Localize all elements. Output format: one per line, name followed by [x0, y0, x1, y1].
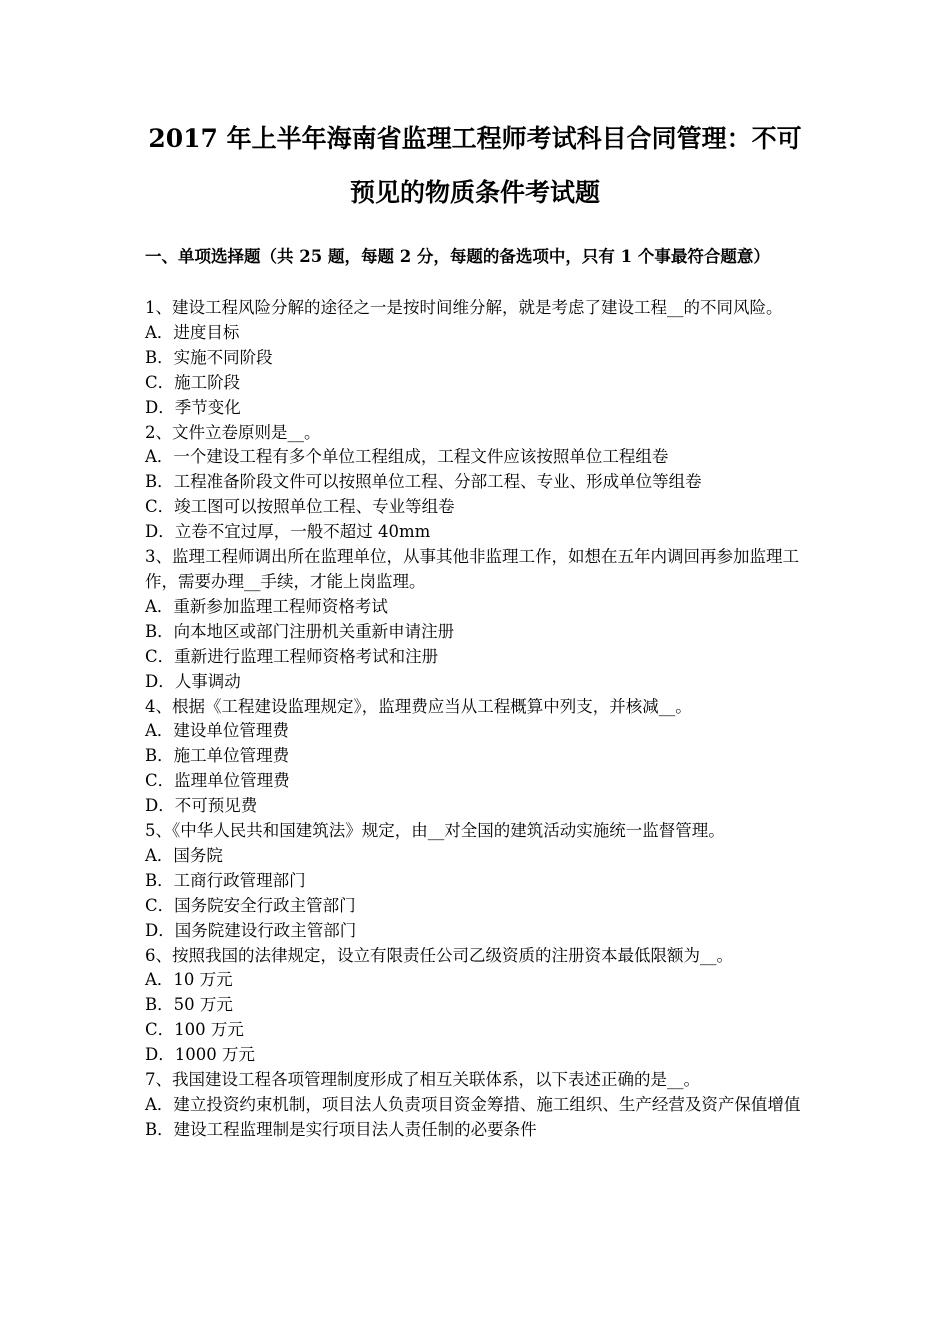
question-item [145, 296, 809, 421]
answer-option: C．100 万元 [145, 1020, 244, 1040]
question-stem: 7、我国建设工程各项管理制度形成了相互关联体系，以下表述正确的是__。 [145, 1070, 700, 1090]
question-item [145, 545, 809, 694]
question-stem: 6、按照我国的法律规定，设立有限责任公司乙级资质的注册资本最低限额为__。 [145, 945, 733, 965]
document-title [140, 112, 810, 220]
question-item [145, 819, 809, 944]
answer-option: B．工商行政管理部门 [145, 870, 306, 890]
answer-option: D．1000 万元 [145, 1045, 255, 1065]
answer-option: A．一个建设工程有多个单位工程组成，工程文件应该按照单位工程组卷 [145, 447, 669, 467]
answer-option: A．建设单位管理费 [145, 721, 289, 741]
question-item [145, 695, 809, 820]
answer-option: A．建立投资约束机制，项目法人负责项目资金筹措、施工组织、生产经营及资产保值增值 [145, 1095, 801, 1114]
question-stem: 3、监理工程师调出所在监理单位，从事其他非监理工作，如想在五年内调回再参加监理工作，需要办理__手续，才能上岗监理。 [145, 547, 799, 591]
answer-option: D．人事调动 [145, 671, 241, 691]
question-item [145, 421, 809, 546]
answer-option: C．重新进行监理工程师资格考试和注册 [145, 646, 439, 666]
answer-option: D．立卷不宜过厚，一般不超过 40mm [145, 522, 431, 542]
answer-option: B．50 万元 [145, 995, 233, 1015]
answer-option: C．竣工图可以按照单位工程、专业等组卷 [145, 497, 455, 517]
question-stem: 5、《中华人民共和国建筑法》规定，由__对全国的建筑活动实施统一监督管理。 [145, 821, 725, 841]
answer-option: A．10 万元 [145, 970, 233, 990]
answer-option: C．施工阶段 [145, 372, 241, 392]
answer-option: B．施工单位管理费 [145, 746, 290, 766]
title-line-2: 预见的物质条件考试题 [349, 178, 600, 207]
answer-option: C．国务院安全行政主管部门 [145, 895, 356, 915]
answer-option: B．向本地区或部门注册机关重新申请注册 [145, 621, 455, 641]
section-heading: 一、单项选择题（共 25 题，每题 2 分，每题的备选项中，只有 1 个事最符合题意） [145, 247, 770, 266]
answer-option: D．季节变化 [145, 397, 241, 417]
answer-option: B．实施不同阶段 [145, 347, 273, 367]
question-stem: 4、根据《工程建设监理规定》，监理费应当从工程概算中列支，并核减__。 [145, 696, 692, 716]
answer-option: B．工程准备阶段文件可以按照单位工程、分部工程、专业、形成单位等组卷 [145, 472, 702, 492]
question-stem: 2、文件立卷原则是__。 [145, 422, 321, 442]
answer-option: C．监理单位管理费 [145, 771, 290, 791]
answer-option: A．进度目标 [145, 322, 240, 342]
answer-option: D．国务院建设行政主管部门 [145, 920, 357, 940]
question-item [145, 944, 809, 1069]
title-line-1: 2017 年上半年海南省监理工程师考试科目合同管理：不可 [148, 124, 802, 153]
answer-option: A．重新参加监理工程师资格考试 [145, 596, 388, 616]
question-item [145, 1068, 809, 1143]
question-stem: 1、建设工程风险分解的途径之一是按时间维分解，就是考虑了建设工程__的不同风险。 [145, 298, 783, 317]
answer-option: A．国务院 [145, 845, 223, 865]
question-list [145, 296, 809, 1143]
answer-option: D．不可预见费 [145, 796, 258, 816]
answer-option: B．建设工程监理制是实行项目法人责任制的必要条件 [145, 1119, 537, 1139]
